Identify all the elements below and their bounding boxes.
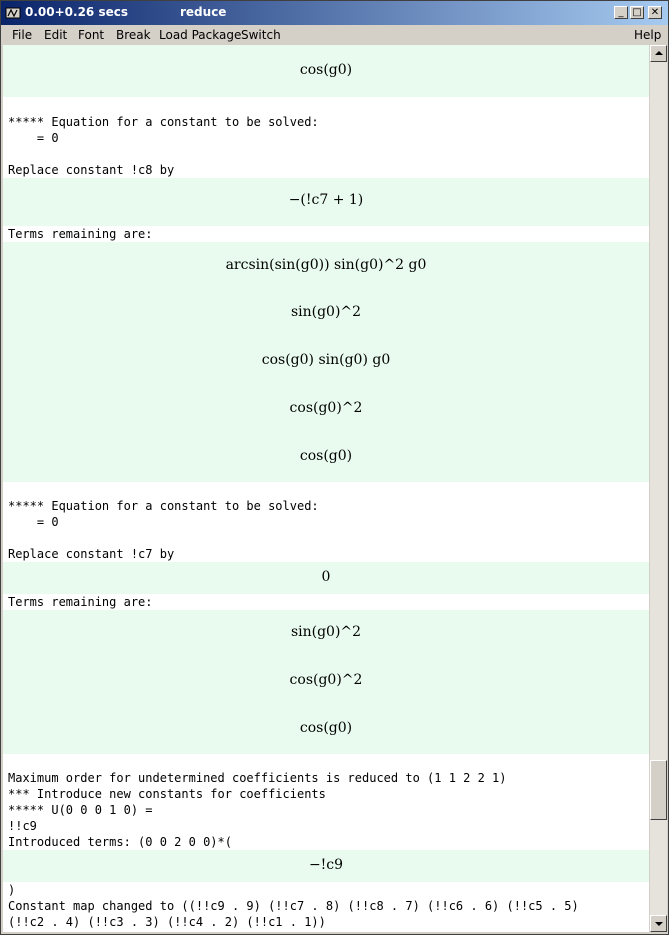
math-block	[3, 850, 649, 882]
maximize-button[interactable]: □	[630, 6, 644, 19]
close-paren-line: )	[8, 883, 16, 897]
equation-header: ***** Equation for a constant to be solved:	[8, 115, 319, 129]
scrollbar-thumb[interactable]	[650, 760, 667, 820]
math-expression: cos(g0)^2	[289, 400, 363, 416]
equation-header: ***** Equation for a constant to be solved:	[8, 499, 319, 513]
u-line: ***** U(0 0 0 1 0) =	[8, 803, 153, 817]
c9-line: !!c9	[8, 819, 37, 833]
math-expression: cos(g0)	[299, 720, 353, 736]
replace-constant-line: Replace constant !c7 by	[8, 547, 175, 561]
math-expression: −!c9	[308, 857, 344, 873]
math-expression: 0	[321, 569, 331, 585]
math-expression: arcsin(sin(g0)) sin(g0)^2 g0	[225, 257, 427, 273]
menu-break[interactable]: Break	[116, 28, 151, 42]
menu-load-package[interactable]: Load Package	[159, 28, 242, 42]
output-pane[interactable]	[3, 45, 649, 932]
menu-file[interactable]: File	[12, 28, 33, 42]
math-block	[3, 562, 649, 594]
terms-remaining-label: Terms remaining are:	[8, 595, 153, 609]
math-block	[3, 242, 649, 482]
math-expression: cos(g0)	[299, 448, 353, 464]
scroll-up-button[interactable]	[650, 45, 667, 62]
math-expression: sin(g0)^2	[290, 624, 362, 640]
title-bar[interactable]	[1, 1, 668, 25]
introduce-line: *** Introduce new constants for coefficients	[8, 787, 326, 801]
menu-edit[interactable]: Edit	[44, 28, 68, 42]
menu-help[interactable]: Help	[634, 28, 662, 42]
math-expression: cos(g0) sin(g0) g0	[261, 352, 391, 368]
equation-value: = 0	[8, 515, 59, 529]
menu-font[interactable]: Font	[78, 28, 105, 42]
math-block	[3, 610, 649, 754]
close-button[interactable]: ✕	[648, 6, 662, 19]
chevron-up-icon	[655, 51, 663, 55]
window-timer-title: 0.00+0.26 secs	[25, 5, 128, 19]
max-order-line: Maximum order for undetermined coefficients is reduced to (1 1 2 2 1)	[8, 771, 507, 785]
math-block	[3, 178, 649, 226]
math-expression: −(!c7 + 1)	[288, 192, 364, 208]
minimize-button[interactable]: _	[614, 6, 628, 19]
math-expression: sin(g0)^2	[290, 304, 362, 320]
constant-map-line: Constant map changed to ((!!c9 . 9) (!!c7 . 8) (!!c8 . 7) (!!c6 . 6) (!!c5 . 5)	[8, 899, 579, 913]
menu-switch[interactable]: Switch	[241, 28, 281, 42]
equation-value: = 0	[8, 131, 59, 145]
math-block	[3, 45, 649, 97]
replace-constant-line: Replace constant !c8 by	[8, 163, 175, 177]
window-app-title: reduce	[180, 5, 227, 19]
app-icon[interactable]	[5, 5, 21, 21]
terms-remaining-label: Terms remaining are:	[8, 227, 153, 241]
vertical-scrollbar[interactable]	[650, 45, 667, 932]
chevron-down-icon	[655, 922, 663, 926]
menu-bar	[1, 25, 668, 45]
scroll-down-button[interactable]	[650, 915, 667, 932]
introduced-terms-line: Introduced terms: (0 0 2 0 0)*(	[8, 835, 232, 849]
math-expression: cos(g0)	[299, 62, 353, 78]
constant-map-line-2: (!!c2 . 4) (!!c3 . 3) (!!c4 . 2) (!!c1 . 1))	[8, 915, 326, 929]
math-expression: cos(g0)^2	[289, 672, 363, 688]
